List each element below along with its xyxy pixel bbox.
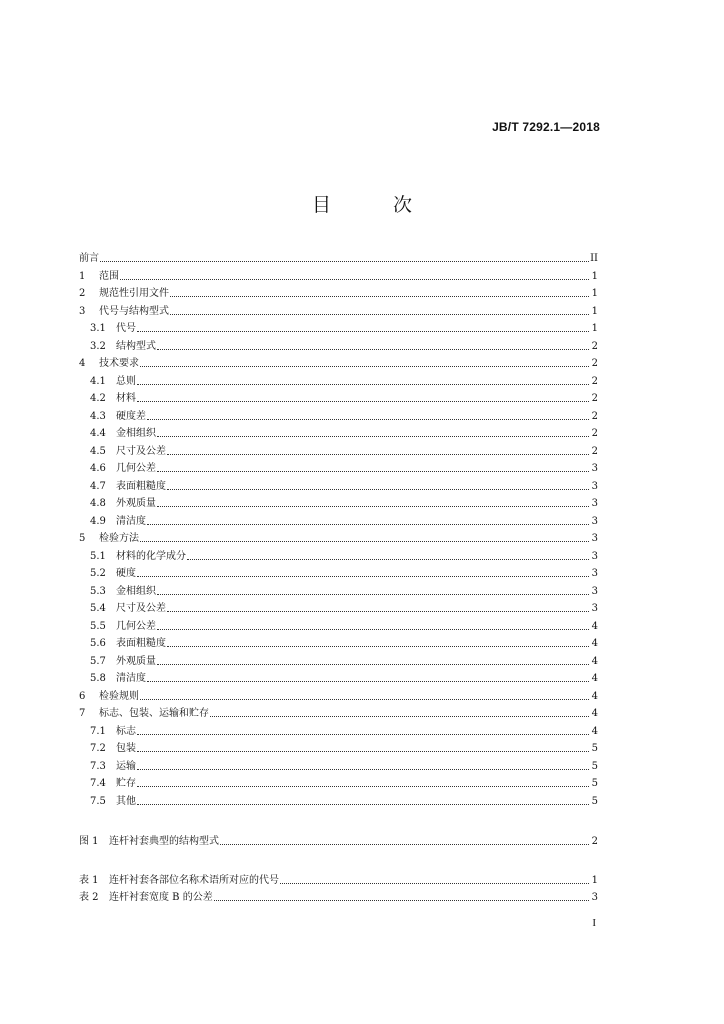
toc-entry[interactable]	[79, 268, 598, 286]
toc-entry-page: 4	[591, 655, 598, 667]
toc-entry-label: 连杆衬套宽度 B 的公差	[109, 892, 213, 903]
toc-entry-label: 金相组织	[116, 585, 156, 597]
toc-entry-page: 4	[591, 673, 598, 684]
toc-entry[interactable]	[79, 548, 598, 566]
toc-entry-page: 4	[591, 620, 598, 632]
toc-entry-page: 5	[591, 795, 598, 807]
dot-leader	[140, 355, 589, 367]
toc-entry-page: 3	[591, 480, 598, 492]
toc-entry-number: 5.3	[90, 585, 106, 597]
toc-entry[interactable]	[79, 833, 598, 851]
toc-entry-page: 3	[591, 533, 598, 544]
toc-entry-number: 5.6	[90, 638, 106, 649]
toc-entry[interactable]	[79, 320, 598, 338]
dot-leader	[137, 390, 589, 402]
toc-entry-label: 外观质量	[116, 655, 156, 667]
toc-entry-number: 6	[79, 690, 86, 702]
dot-leader	[147, 408, 589, 420]
dot-leader	[280, 872, 589, 884]
toc-entry-page: 2	[591, 393, 598, 404]
toc-entry-label: 金相组织	[116, 428, 156, 439]
toc-entry-label: 材料	[116, 393, 136, 404]
toc-entry[interactable]	[79, 355, 598, 373]
dot-leader	[157, 338, 589, 350]
toc-entry-page: 4	[591, 638, 598, 649]
toc-entry[interactable]	[79, 338, 598, 356]
toc-entry[interactable]	[79, 793, 598, 811]
toc-gap	[79, 810, 598, 833]
toc-entry-page: 2	[591, 410, 598, 422]
toc-entry-number: 2	[79, 288, 86, 299]
toc-entry[interactable]	[79, 740, 598, 758]
toc-entry[interactable]	[79, 775, 598, 793]
toc-entry[interactable]	[79, 705, 598, 723]
dot-leader	[137, 320, 589, 332]
toc-entry-label: 其他	[116, 795, 136, 807]
dot-leader	[147, 670, 589, 682]
toc-entry-label: 贮存	[116, 778, 136, 789]
toc-entry-number: 5.8	[90, 673, 106, 684]
toc-entry-page: 4	[591, 690, 598, 702]
toc-entry[interactable]	[79, 390, 598, 408]
toc-entry-page: 3	[591, 603, 598, 614]
table-list	[79, 872, 598, 907]
toc-entry-number: 1	[79, 270, 86, 282]
dot-leader	[140, 530, 589, 542]
toc-entry-label: 外观质量	[116, 498, 156, 509]
toc-entry-number: 7.1	[90, 725, 106, 737]
toc-entry[interactable]	[79, 425, 598, 443]
toc-entry-page: II	[590, 253, 598, 264]
page-title: 目 次	[311, 194, 441, 216]
toc-entry-number: 表 2	[79, 892, 99, 903]
toc-entry-number: 5.5	[90, 620, 106, 632]
toc-entry[interactable]	[79, 618, 598, 636]
standard-code: JB/T 7292.1—2018	[492, 120, 600, 134]
dot-leader	[120, 268, 589, 280]
dot-leader	[157, 425, 589, 437]
toc-entry[interactable]	[79, 250, 598, 268]
toc-entry[interactable]	[79, 530, 598, 548]
toc-entry[interactable]	[79, 670, 598, 688]
toc-entry-label: 清洁度	[116, 673, 146, 684]
toc-entry[interactable]	[79, 513, 598, 531]
toc-entry-number: 表 1	[79, 874, 99, 886]
dot-leader	[137, 723, 589, 735]
toc-entry-label: 尺寸及公差	[116, 445, 166, 457]
toc-entry-page: 3	[591, 550, 598, 562]
toc-entry-page: 2	[591, 428, 598, 439]
dot-leader	[167, 478, 589, 490]
dot-leader	[157, 618, 589, 630]
toc-entry-label: 清洁度	[116, 515, 146, 527]
toc-entry-label: 结构型式	[116, 340, 156, 352]
toc-entry-number: 7	[79, 708, 86, 719]
toc-entry-page: 3	[591, 892, 598, 903]
toc-entry-page: 3	[591, 463, 598, 474]
toc-entry-page: 1	[591, 288, 598, 299]
toc-entry-page: 1	[591, 323, 598, 334]
toc-entry-label: 标志	[116, 725, 136, 737]
dot-leader	[137, 758, 589, 770]
dot-leader	[220, 833, 589, 845]
toc-entry-label: 代号	[116, 323, 136, 334]
toc-entry-number: 4.3	[90, 410, 106, 422]
toc-entry-page: 3	[591, 585, 598, 597]
toc-entry-number: 7.5	[90, 795, 106, 807]
dot-leader	[140, 688, 589, 700]
toc-entry[interactable]	[79, 600, 598, 618]
toc-entry-label: 几何公差	[116, 463, 156, 474]
toc-entry-number: 5.4	[90, 603, 106, 614]
toc-entry-number: 7.4	[90, 778, 106, 789]
toc-entry[interactable]	[79, 478, 598, 496]
toc-entry-label: 代号与结构型式	[99, 305, 169, 317]
toc-entry-label: 连杆衬套各部位名称术语所对应的代号	[109, 874, 279, 886]
toc-entry-label: 标志、包装、运输和贮存	[99, 708, 209, 719]
toc-entry-page: 3	[591, 568, 598, 579]
toc-entry-label: 规范性引用文件	[99, 288, 169, 299]
toc-entry-page: 5	[591, 743, 598, 754]
dot-leader	[137, 565, 589, 577]
toc-entry-number: 4.5	[90, 445, 106, 457]
toc-entry-page: 3	[591, 498, 598, 509]
toc-entry-number: 3.1	[90, 323, 106, 334]
toc-entry[interactable]	[79, 723, 598, 741]
dot-leader	[214, 889, 589, 901]
toc-entry-number: 4	[79, 358, 86, 369]
toc-entry-label: 表面粗糙度	[116, 638, 166, 649]
toc-entry-label: 总则	[116, 375, 136, 387]
dot-leader	[137, 373, 589, 385]
toc-entry-label: 表面粗糙度	[116, 480, 166, 492]
toc-entry[interactable]	[79, 565, 598, 583]
dot-leader	[147, 513, 589, 525]
toc-entry-number: 7.3	[90, 760, 106, 772]
dot-leader	[157, 653, 589, 665]
toc-entry-label: 连杆衬套典型的结构型式	[109, 836, 219, 847]
toc-entry-page: 1	[591, 270, 598, 282]
toc-entry-page: 3	[591, 515, 598, 527]
toc-entry-number: 4.8	[90, 498, 106, 509]
toc-entry[interactable]	[79, 688, 598, 706]
toc-entry[interactable]	[79, 583, 598, 601]
toc-entry-label: 包装	[116, 743, 136, 754]
toc-entry-number: 5.2	[90, 568, 106, 579]
dot-leader	[167, 600, 589, 612]
toc-entry[interactable]	[79, 373, 598, 391]
toc-entry-number: 3.2	[90, 340, 106, 352]
toc-entry[interactable]	[79, 889, 598, 907]
toc-entry-number: 5.7	[90, 655, 106, 667]
toc-entry-number: 4.6	[90, 463, 106, 474]
toc-entry-number: 3	[79, 305, 86, 317]
toc-entry[interactable]	[79, 303, 598, 321]
dot-leader	[170, 285, 589, 297]
toc-entry[interactable]	[79, 460, 598, 478]
toc-entry-number: 4.4	[90, 428, 106, 439]
toc-entry-page: 5	[591, 760, 598, 772]
dot-leader	[137, 793, 589, 805]
toc-entry-number: 7.2	[90, 743, 106, 754]
dot-leader	[187, 548, 589, 560]
toc-entry-label: 技术要求	[99, 358, 139, 369]
toc-entry-page: 2	[591, 375, 598, 387]
dot-leader	[157, 460, 589, 472]
toc-entry-label: 范围	[99, 270, 119, 282]
toc-gap	[79, 851, 598, 872]
toc-entry-page: 4	[591, 725, 598, 737]
toc-entry[interactable]	[79, 443, 598, 461]
toc-entry-label: 硬度差	[116, 410, 146, 422]
toc-entry-label: 硬度	[116, 568, 136, 579]
toc-entry-number: 4.9	[90, 515, 106, 527]
toc-entry-number: 图 1	[79, 836, 99, 847]
toc-entry-number: 4.1	[90, 375, 106, 387]
dot-leader	[100, 250, 589, 262]
toc-entry-page: 1	[591, 874, 598, 886]
toc-entry-page: 1	[591, 305, 598, 317]
toc-entry[interactable]	[79, 408, 598, 426]
dot-leader	[167, 443, 589, 455]
toc-entry[interactable]	[79, 758, 598, 776]
figure-list	[79, 833, 598, 851]
toc-entries	[79, 250, 598, 810]
dot-leader	[137, 740, 589, 752]
toc-entry-number: 4.7	[90, 480, 106, 492]
toc-entry-number: 5.1	[90, 550, 106, 562]
toc-entry-label: 检验方法	[99, 533, 139, 544]
toc-entry-label: 几何公差	[116, 620, 156, 632]
toc-entry[interactable]	[79, 872, 598, 890]
toc-entry[interactable]	[79, 653, 598, 671]
dot-leader	[157, 495, 589, 507]
dot-leader	[157, 583, 589, 595]
toc-entry-page: 2	[591, 445, 598, 457]
table-of-contents	[79, 250, 598, 907]
toc-entry-page: 5	[591, 778, 598, 789]
dot-leader	[167, 635, 589, 647]
toc-entry-number: 5	[79, 533, 86, 544]
toc-entry-label: 尺寸及公差	[116, 603, 166, 614]
toc-entry-number: 4.2	[90, 393, 106, 404]
toc-entry[interactable]	[79, 635, 598, 653]
toc-entry-page: 2	[591, 836, 598, 847]
toc-entry[interactable]	[79, 285, 598, 303]
toc-entry-label: 材料的化学成分	[116, 550, 186, 562]
toc-entry-page: 2	[591, 358, 598, 369]
toc-entry-label: 前言	[79, 253, 99, 264]
dot-leader	[170, 303, 589, 315]
page-number: I	[592, 917, 596, 929]
toc-entry[interactable]	[79, 495, 598, 513]
toc-entry-label: 检验规则	[99, 690, 139, 702]
toc-entry-page: 2	[591, 340, 598, 352]
dot-leader	[210, 705, 589, 717]
dot-leader	[137, 775, 589, 787]
toc-entry-page: 4	[591, 708, 598, 719]
toc-entry-label: 运输	[116, 760, 136, 772]
